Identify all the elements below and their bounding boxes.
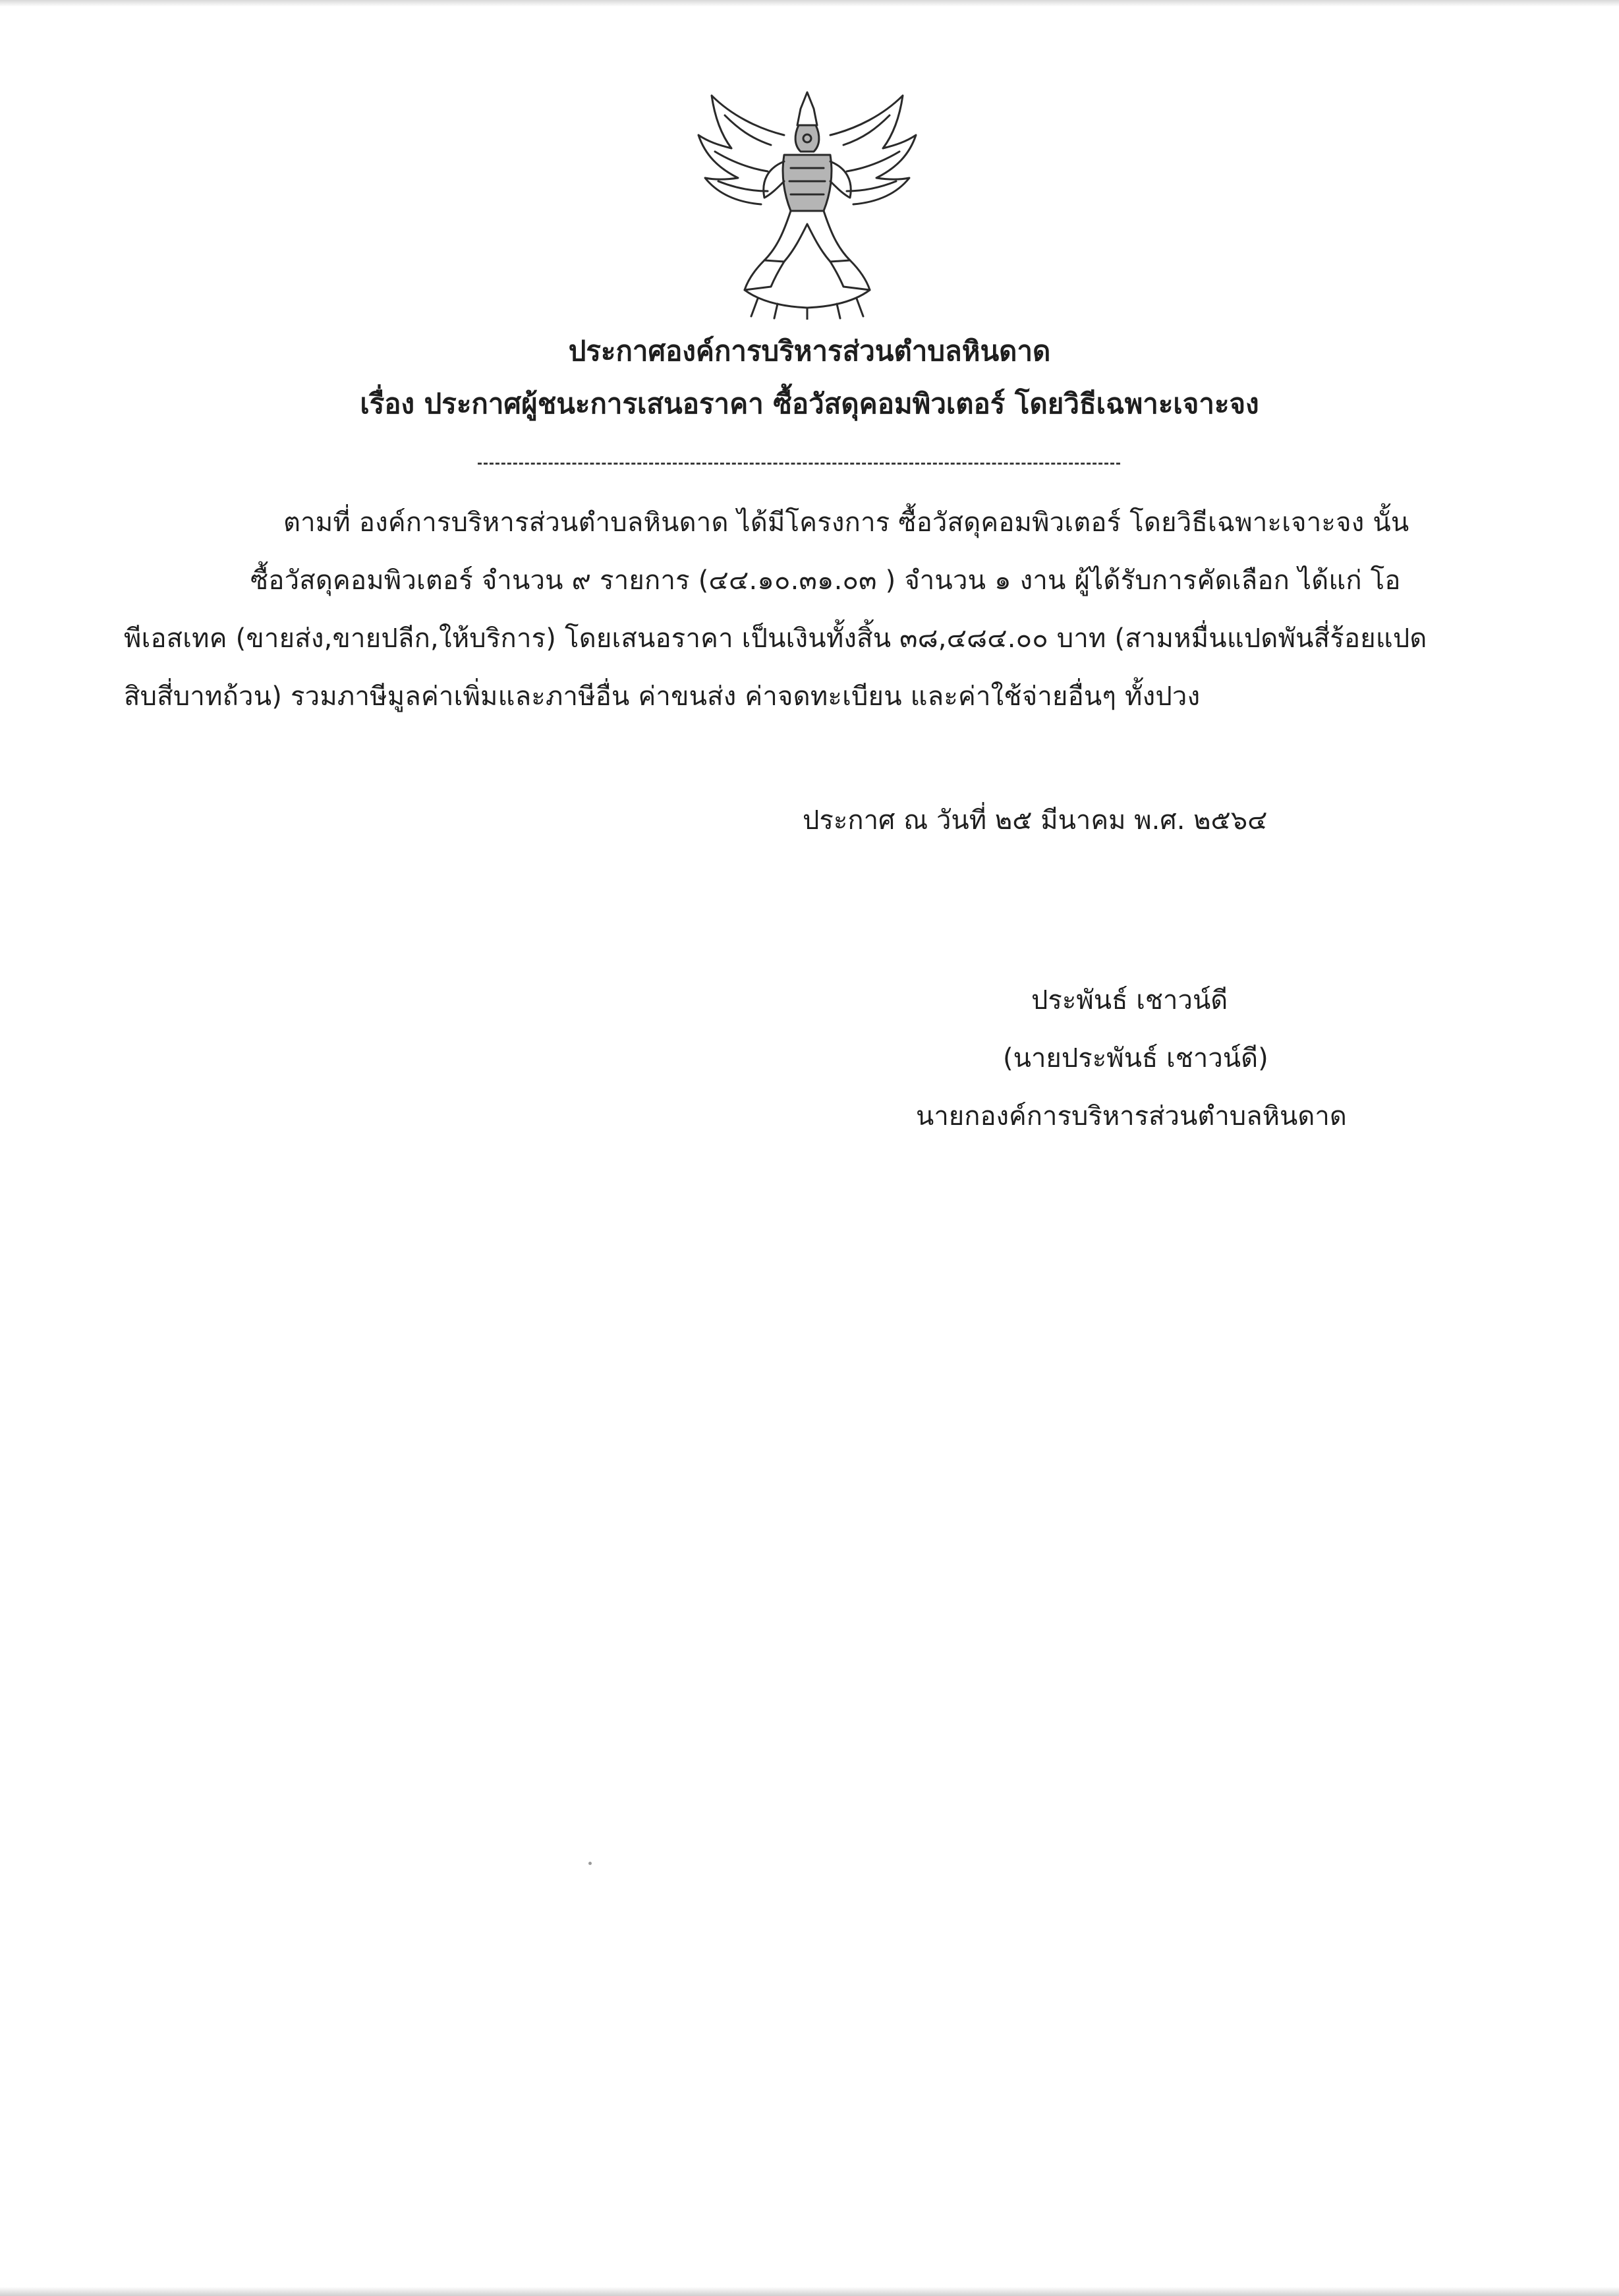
subject-heading: เรื่อง ประกาศผู้ชนะการเสนอราคา ซื้อวัสดุคอมพิวเตอร์ โดยวิธีเฉพาะเจาะจง (360, 387, 1259, 420)
garuda-emblem-icon (685, 89, 929, 320)
scan-speck (588, 1862, 592, 1865)
scan-edge-top (0, 0, 1619, 7)
signer-printed-name: (นายประพันธ์ เชาวน์ดี) (1003, 1043, 1268, 1074)
agency-heading: ประกาศองค์การบริหารส่วนตำบลหินดาด (568, 335, 1051, 367)
body-line-3: พีเอสเทค (ขายส่ง,ขายปลีก,ให้บริการ) โดยเสนอราคา เป็นเงินทั้งสิ้น ๓๘,๔๘๔.๐๐ บาท (สามหมื่นแปดพันสี่ร้อยแปด (124, 623, 1427, 654)
body-line-2: ซื้อวัสดุคอมพิวเตอร์ จำนวน ๙ รายการ (๔๔.๑๐.๓๑.๐๓ ) จำนวน ๑ งาน ผู้ได้รับการคัดเลือก ได้แก่ โอ (250, 565, 1401, 596)
announcement-date: ประกาศ ณ วันที่ ๒๕ มีนาคม พ.ศ. ๒๕๖๔ (803, 805, 1268, 836)
body-line-1: ตามที่ องค์การบริหารส่วนตำบลหินดาด ได้มีโครงการ ซื้อวัสดุคอมพิวเตอร์ โดยวิธีเฉพาะเจาะจง นั้น (283, 507, 1409, 538)
body-line-4: สิบสี่บาทถ้วน) รวมภาษีมูลค่าเพิ่มและภาษีอื่น ค่าขนส่ง ค่าจดทะเบียน และค่าใช้จ่ายอื่นๆ ทั้งปวง (124, 681, 1201, 712)
signer-signature: ประพันธ์ เชาวน์ดี (1031, 985, 1228, 1016)
signer-position: นายกองค์การบริหารส่วนตำบลหินดาด (916, 1101, 1347, 1132)
scan-edge-bottom (0, 2287, 1619, 2296)
title-divider (478, 463, 1120, 465)
